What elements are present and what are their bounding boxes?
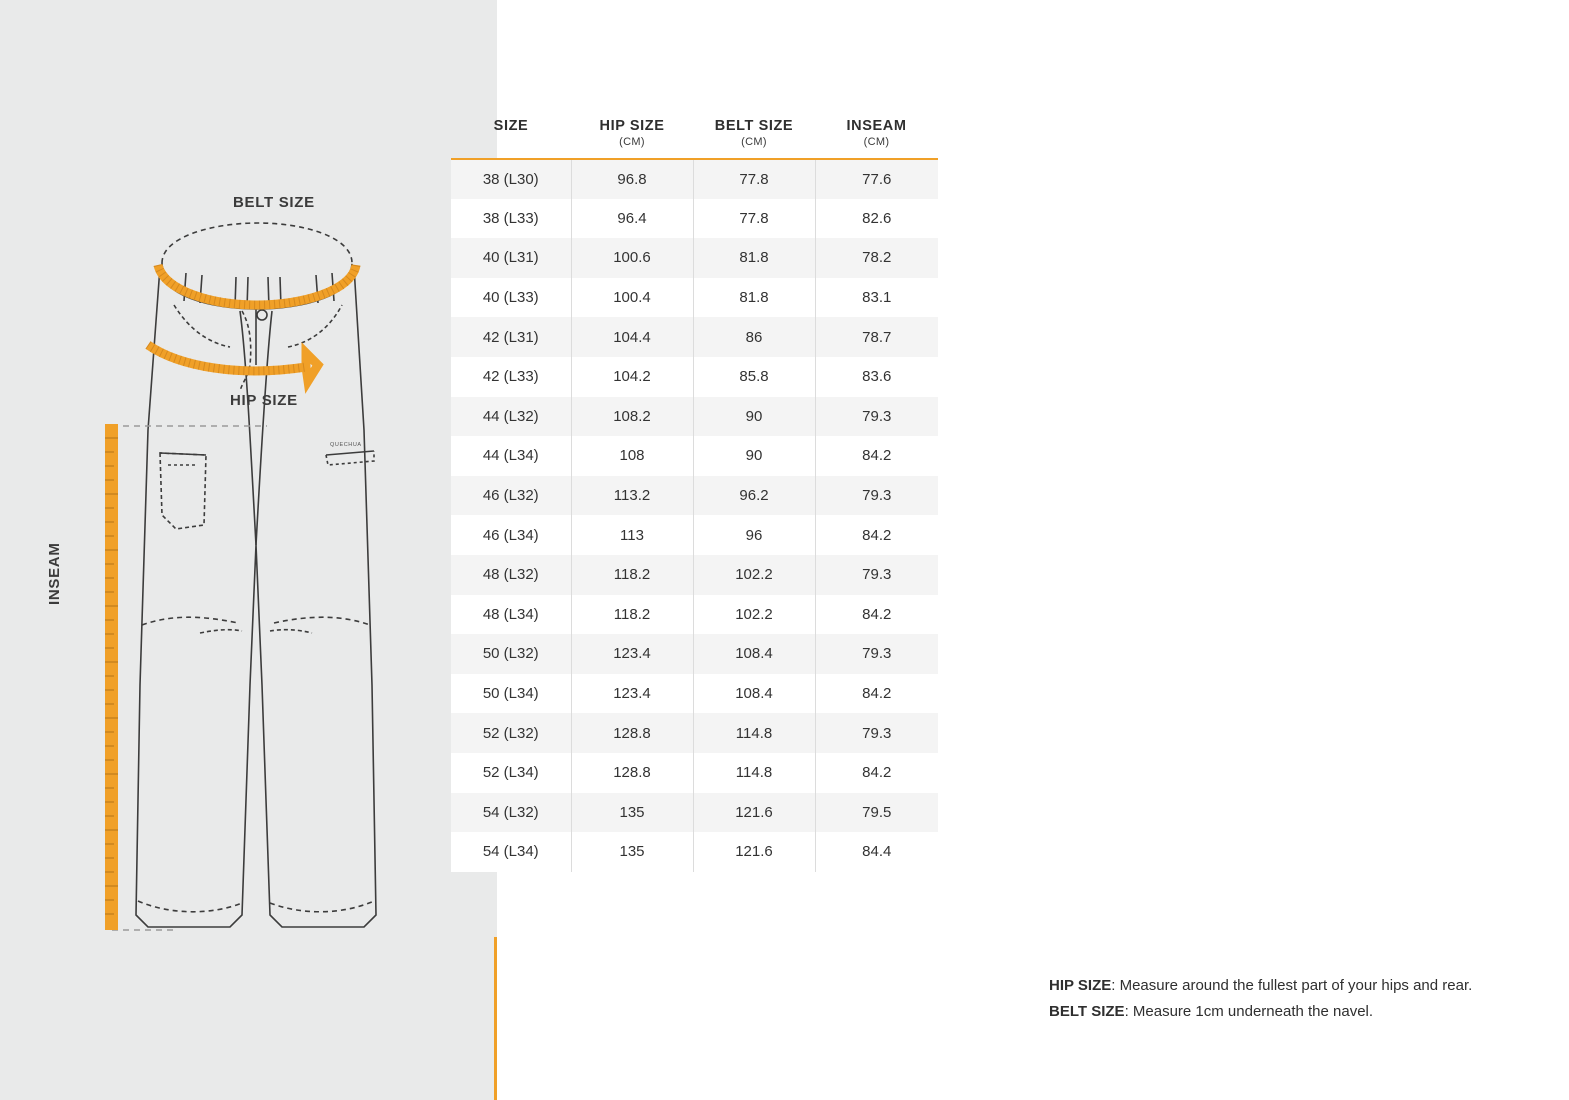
illustration-panel [0,0,497,1100]
cell-belt-size: 77.8 [693,159,815,199]
table-body [451,159,938,872]
cell-size: 54 (L32) [451,793,571,833]
cell-hip-size: 128.8 [571,713,693,753]
cell-belt-size: 114.8 [693,753,815,793]
cell-size: 46 (L32) [451,476,571,516]
cell-hip-size: 123.4 [571,674,693,714]
note-text-belt-size: : Measure 1cm underneath the navel. [1124,1002,1374,1020]
cell-hip-size: 113 [571,515,693,555]
note-term-belt-size: BELT SIZE [1049,1002,1125,1020]
cell-hip-size: 100.4 [571,278,693,318]
cell-size: 38 (L30) [451,159,571,199]
cell-hip-size: 108.2 [571,397,693,437]
column-unit-inseam: (CM) [863,136,890,148]
table-row [451,634,938,674]
cell-hip-size: 135 [571,793,693,833]
table-row [451,555,938,595]
table-row [451,595,938,635]
cell-inseam: 79.3 [815,476,938,516]
column-unit-hip-size: (CM) [619,136,645,148]
cell-size: 40 (L31) [451,238,571,278]
cell-size: 38 (L33) [451,199,571,239]
table-row [451,793,938,833]
table-row [451,159,938,199]
cell-size: 44 (L32) [451,397,571,437]
column-unit-belt-size: (CM) [741,136,767,148]
cell-inseam: 79.5 [815,793,938,833]
cell-size: 50 (L32) [451,634,571,674]
table-row [451,515,938,555]
cell-inseam: 84.2 [815,674,938,714]
cell-size: 40 (L33) [451,278,571,318]
table-row [451,278,938,318]
cell-hip-size: 108 [571,436,693,476]
cell-belt-size: 90 [693,397,815,437]
table-row [451,238,938,278]
cell-inseam: 82.6 [815,199,938,239]
cell-inseam: 83.1 [815,278,938,318]
cell-size: 48 (L34) [451,595,571,635]
table-row [451,832,938,872]
cell-inseam: 84.2 [815,753,938,793]
cell-belt-size: 108.4 [693,634,815,674]
cell-size: 44 (L34) [451,436,571,476]
note-text-hip-size: : Measure around the fullest part of your hips and rear. [1111,977,1473,994]
cell-belt-size: 81.8 [693,238,815,278]
cell-hip-size: 123.4 [571,634,693,674]
table-header [451,118,938,159]
cell-belt-size: 81.8 [693,278,815,318]
cell-hip-size: 128.8 [571,753,693,793]
cell-hip-size: 96.4 [571,199,693,239]
table-row [451,713,938,753]
cell-inseam: 84.2 [815,595,938,635]
table-header-row [451,118,938,159]
cell-inseam: 84.2 [815,515,938,555]
cell-belt-size: 86 [693,317,815,357]
cell-inseam: 84.2 [815,436,938,476]
table-row [451,476,938,516]
cell-inseam: 79.3 [815,397,938,437]
table-row [451,317,938,357]
cell-inseam: 79.3 [815,634,938,674]
table-row [451,199,938,239]
column-header-hip-size: HIP SIZE (CM) [571,118,693,159]
belt-measure-tape [158,265,356,305]
cell-belt-size: 102.2 [693,595,815,635]
cell-belt-size: 96.2 [693,476,815,516]
cell-inseam: 77.6 [815,159,938,199]
hip-measure-tape [148,345,318,381]
cell-hip-size: 96.8 [571,159,693,199]
cell-hip-size: 118.2 [571,555,693,595]
column-header-inseam: INSEAM (CM) [815,118,938,159]
table-row [451,436,938,476]
inseam-callout-label: INSEAM [46,542,63,605]
cell-belt-size: 96 [693,515,815,555]
note-term-hip-size: HIP SIZE [1049,977,1112,994]
cell-size: 42 (L33) [451,357,571,397]
cell-hip-size: 135 [571,832,693,872]
table-row [451,357,938,397]
cell-size: 42 (L31) [451,317,571,357]
column-header-size: SIZE [451,118,571,159]
hip-size-callout-label: HIP SIZE [230,392,298,409]
cell-inseam: 78.2 [815,238,938,278]
cell-belt-size: 102.2 [693,555,815,595]
cell-size: 52 (L32) [451,713,571,753]
cell-inseam: 84.4 [815,832,938,872]
table-row [451,753,938,793]
cell-inseam: 83.6 [815,357,938,397]
cell-size: 54 (L34) [451,832,571,872]
cell-belt-size: 77.8 [693,199,815,239]
table-row [451,674,938,714]
cell-size: 50 (L34) [451,674,571,714]
cell-hip-size: 118.2 [571,595,693,635]
cell-hip-size: 113.2 [571,476,693,516]
cell-belt-size: 121.6 [693,832,815,872]
inseam-ruler [92,418,322,958]
cell-belt-size: 108.4 [693,674,815,714]
cell-inseam: 78.7 [815,317,938,357]
cell-belt-size: 90 [693,436,815,476]
cell-hip-size: 100.6 [571,238,693,278]
cell-hip-size: 104.4 [571,317,693,357]
table-row [451,397,938,437]
note-hip-size [1049,973,1569,999]
cell-size: 52 (L34) [451,753,571,793]
content-panel [482,0,1473,1100]
cell-inseam: 79.3 [815,555,938,595]
cell-belt-size: 114.8 [693,713,815,753]
cell-belt-size: 85.8 [693,357,815,397]
cell-size: 48 (L32) [451,555,571,595]
column-header-belt-size: BELT SIZE (CM) [693,118,815,159]
cell-size: 46 (L34) [451,515,571,555]
cell-belt-size: 121.6 [693,793,815,833]
belt-size-callout-label: BELT SIZE [233,194,315,211]
note-belt-size [1049,999,1569,1025]
size-chart-table [451,118,938,872]
measurement-notes [1049,973,1569,1025]
cell-hip-size: 104.2 [571,357,693,397]
cell-inseam: 79.3 [815,713,938,753]
brand-mark: QUECHUA [330,442,362,448]
